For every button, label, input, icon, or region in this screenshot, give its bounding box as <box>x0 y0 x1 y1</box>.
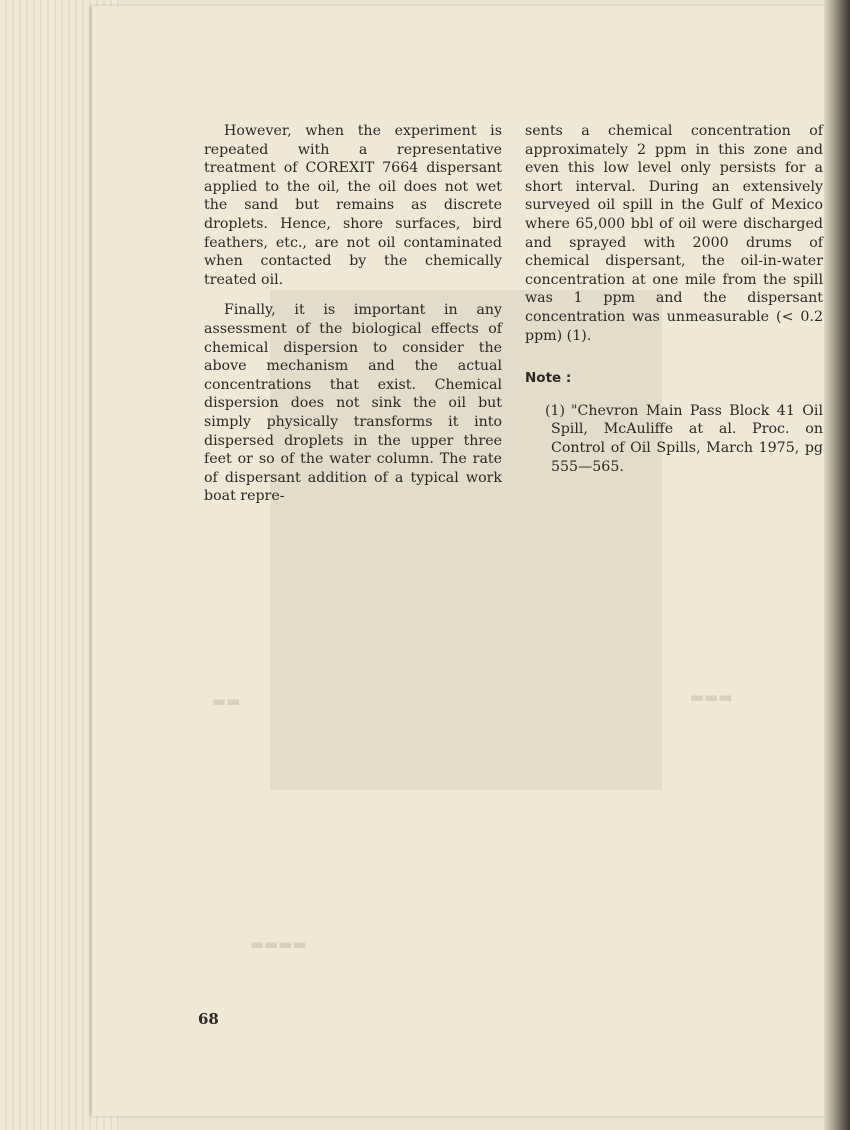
reference-number: (1) <box>545 402 566 419</box>
reference-text: "Chevron Main Pass Block 41 Oil Spill, McAuliffe at al. Proc. on Control of Oil Spills, March 1975, pg 555—565. <box>551 402 823 475</box>
page-number: 68 <box>198 1010 219 1028</box>
paragraph: However, when the experiment is repeated with a representative treatment of COREXIT 7664 dispersant applied to the oil, the oil does not wet the sand but remains as discrete droplets. Hence, shore surfaces, bird feathers, etc., are not oil contaminated when contacted by the chemically treated oil. <box>204 123 502 288</box>
note-heading: Note : <box>525 370 572 387</box>
left-column <box>204 122 502 518</box>
bleed-through-mark: ▬▬▬ <box>690 688 733 706</box>
bleed-through-mark: ▬▬▬▬ <box>250 935 307 953</box>
book-spine <box>824 0 850 1130</box>
bleed-through-mark: ▬▬ <box>212 692 241 710</box>
paragraph: sents a chemical concentration of approximately 2 ppm in this zone and even this low level only persists for a short interval. During an extensively surveyed oil spill in the Gulf of Mexico where 65,000 bbl of oil were discharged and sprayed with 2000 drums of chemical dispersant, the oil-in-water concentration at one mile from the spill was 1 ppm and the dispersant concentration was unmeasurable (< 0.2 ppm) (1). <box>525 123 823 344</box>
reference-item <box>525 402 823 476</box>
right-column <box>525 122 823 488</box>
paragraph: Finally, it is important in any assessment of the biological effects of chemical dispersion to consider the above mechanism and the actual concentrations that exist. Chemical dispersion does not sink the oil but simply physically transforms it into dispersed droplets in the upper three feet or so of the water column. The rate of dispersant addition of a typical work boat repre- <box>204 302 502 505</box>
